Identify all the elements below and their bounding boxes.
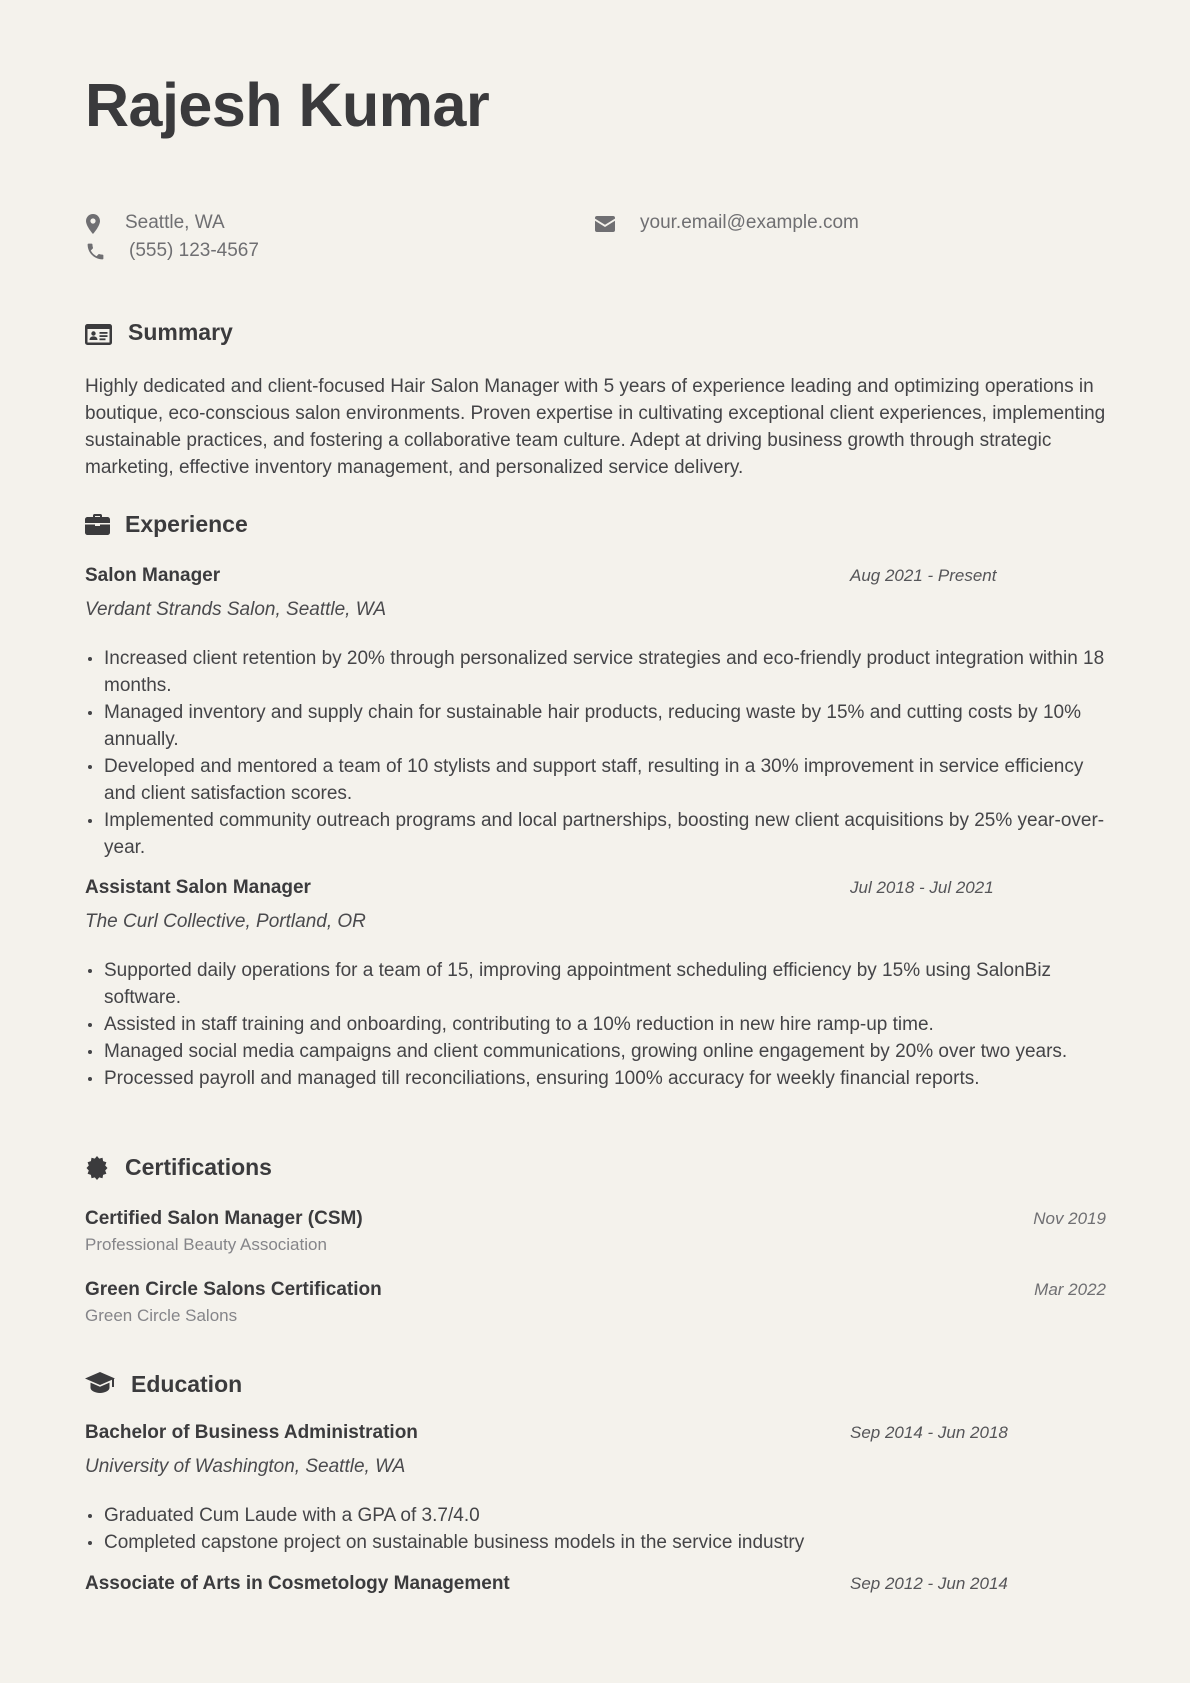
job-dates: Jul 2018 - Jul 2021 [850, 878, 994, 897]
candidate-name: Rajesh Kumar [85, 71, 490, 139]
school-name: University of Washington, Seattle, WA [85, 1456, 406, 1477]
job-bullets [85, 957, 1115, 1092]
envelope-icon [595, 216, 615, 232]
list-item: Assisted in staff training and onboarding, contributing to a 10% reduction in new hire ramp-up time. [85, 1011, 1115, 1038]
degree-bullets [85, 1502, 1115, 1556]
experience-title: Experience [125, 511, 248, 537]
list-item: Completed capstone project on sustainable business models in the service industry [85, 1529, 1115, 1556]
education-title: Education [131, 1371, 243, 1397]
job-title: Salon Manager [85, 565, 221, 586]
list-item: Graduated Cum Laude with a GPA of 3.7/4.0 [85, 1502, 1115, 1529]
graduation-cap-icon [85, 1372, 115, 1394]
list-item: Managed social media campaigns and client communications, growing online engagement by 20% over two years. [85, 1038, 1115, 1065]
location-text: Seattle, WA [125, 212, 225, 233]
degree-dates: Sep 2014 - Jun 2018 [850, 1423, 1008, 1442]
job-dates: Aug 2021 - Present [850, 566, 997, 585]
phone-icon [85, 241, 106, 262]
list-item: Implemented community outreach programs and local partnerships, boosting new client acquisitions by 25% year-over-year. [85, 807, 1115, 861]
list-item: Managed inventory and supply chain for sustainable hair products, reducing waste by 15% and cutting costs by 10% annually. [85, 699, 1115, 753]
certificate-icon [85, 1156, 109, 1180]
job-company: Verdant Strands Salon, Seattle, WA [85, 599, 387, 620]
cert-name: Certified Salon Manager (CSM) [85, 1208, 363, 1229]
job-title: Assistant Salon Manager [85, 877, 311, 898]
id-card-icon [85, 324, 112, 345]
email-text: your.email@example.com [640, 212, 859, 233]
degree-title: Associate of Arts in Cosmetology Management [85, 1573, 510, 1594]
degree-dates: Sep 2012 - Jun 2014 [850, 1574, 1008, 1593]
map-marker-icon [86, 214, 100, 234]
cert-date: Mar 2022 [1034, 1280, 1106, 1299]
list-item: Supported daily operations for a team of 15, improving appointment scheduling efficiency by 15% using SalonBiz software. [85, 957, 1115, 1011]
cert-name: Green Circle Salons Certification [85, 1279, 382, 1300]
job-bullets [85, 645, 1115, 861]
certifications-title: Certifications [125, 1154, 272, 1180]
list-item: Processed payroll and managed till reconciliations, ensuring 100% accuracy for weekly financial reports. [85, 1065, 1115, 1092]
summary-title: Summary [128, 319, 233, 345]
phone-text: (555) 123-4567 [129, 240, 259, 261]
list-item: Developed and mentored a team of 10 stylists and support staff, resulting in a 30% improvement in service efficiency and client satisfaction scores. [85, 753, 1115, 807]
summary-text: Highly dedicated and client-focused Hair Salon Manager with 5 years of experience leading and optimizing operations in boutique, eco-conscious salon environments. Proven expertise in cultivating exceptional client experiences, implementing sustainable practices, and fostering a collaborative team culture. Adept at driving business growth through strategic marketing, effective inventory management, and personalized service delivery. [85, 376, 1106, 478]
briefcase-icon [85, 514, 110, 535]
job-company: The Curl Collective, Portland, OR [85, 911, 366, 932]
cert-issuer: Professional Beauty Association [85, 1235, 327, 1254]
cert-date: Nov 2019 [1033, 1209, 1106, 1228]
list-item: Increased client retention by 20% through personalized service strategies and eco-friendly product integration within 18 months. [85, 645, 1115, 699]
cert-issuer: Green Circle Salons [85, 1306, 238, 1325]
degree-title: Bachelor of Business Administration [85, 1422, 418, 1443]
